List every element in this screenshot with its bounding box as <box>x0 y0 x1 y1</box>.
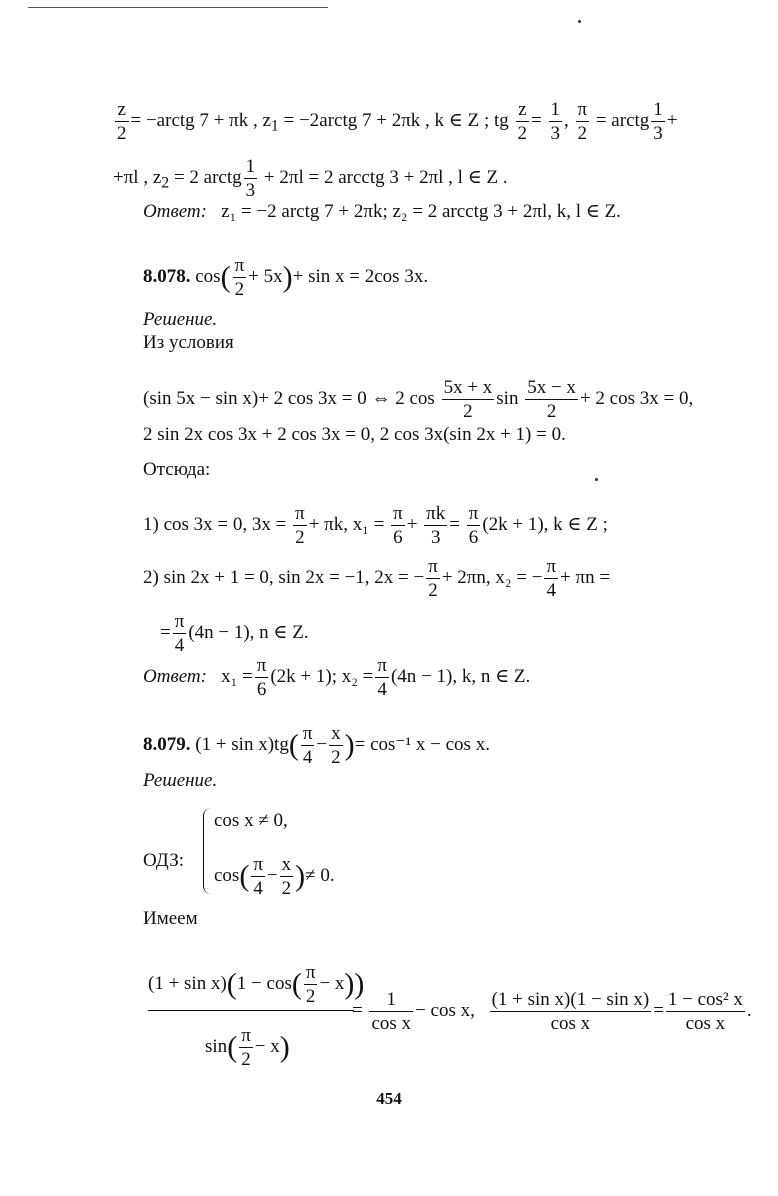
formula-text: 2) sin 2x + 1 = 0, sin 2x = −1, 2x = − <box>143 566 425 588</box>
answer-line-2 <box>143 656 530 699</box>
formula-line-1: $\frac{z}{2}$ = −arctg 7 + πk , $z_1$ = −2arctg 7 + 2πk , k ∈ Z ; tg $\frac{z}{2}$ = $\frac{1}{3}$ , $\frac{\pi}{2}$ = arctg $\frac{1}{3}$ + <box>117 99 678 144</box>
scan-speck <box>595 478 598 481</box>
condition-text: Из условия <box>143 332 234 353</box>
problem-8-078: 8.078. cos( $\frac{\pi}{2}$ + 5x)+ sin x = 2cos 3x. <box>143 255 429 300</box>
formula-text: = −2arctg 7 + 2πk , k ∈ Z ; tg <box>278 109 509 131</box>
formula-text: + πk, x₁ = <box>308 513 385 535</box>
formula-text: 1) cos 3x = 0, 3x = <box>143 513 287 535</box>
fraction: $\frac{1}{3}$ <box>550 99 560 144</box>
big-denominator: sin( $\frac{\pi}{2}$ − x) <box>205 1025 290 1070</box>
answer-line-1 <box>143 201 621 223</box>
fraction: $\frac{\pi}{6}$ <box>468 503 479 548</box>
fraction: $\frac{\pi}{2}$ <box>295 503 305 548</box>
fraction: $\frac{\pi}{4}$ <box>253 854 263 899</box>
fraction: $\frac{z}{2}$ <box>117 99 127 144</box>
fraction-bar <box>148 1010 354 1011</box>
answer-label: Ответ: <box>143 201 207 222</box>
we-have-text: Имеем <box>143 908 198 929</box>
formula-text: +πl , z <box>113 166 162 188</box>
formula-text: x₁ = <box>221 665 253 687</box>
fraction: $\frac{\pi}{2}$ <box>305 962 316 1007</box>
fraction: $\frac{\pi}{2}$ <box>241 1025 251 1070</box>
fraction: $\frac{1}{3}$ <box>653 99 663 144</box>
big-rhs <box>352 990 752 1033</box>
odz-condition-1: cos x ≠ 0, <box>214 810 288 831</box>
formula-text: (2k + 1); x₂ = <box>270 665 374 687</box>
formula-text: 1 − cos <box>236 972 292 994</box>
fraction: $\frac{x}{2}$ <box>331 723 341 768</box>
formula-text: cos <box>195 265 221 287</box>
page-number: 454 <box>376 1089 402 1108</box>
problem-number: 8.079. <box>143 733 191 755</box>
formula-text: = arctg <box>591 109 650 131</box>
fraction: $\frac{\pi}{2}$ <box>577 99 588 144</box>
equation-line-1 <box>143 378 693 421</box>
solution-label-1: Решение. <box>143 309 218 330</box>
solution-label-2: Решение. <box>143 770 218 791</box>
odz-condition-2: cos( $\frac{\pi}{4}$ − $\frac{x}{2}$ )≠ 0. <box>214 854 335 899</box>
fraction: $\frac{\pi}{4}$ <box>174 611 185 656</box>
formula-text: (4n − 1), n ∈ Z. <box>188 621 309 643</box>
formula-text: (2k + 1), k ∈ Z ; <box>482 513 608 535</box>
formula-text: cos <box>214 864 240 886</box>
formula-text: = <box>653 999 664 1021</box>
formula-text: + sin x = 2cos 3x. <box>292 265 429 287</box>
fraction: $\frac{z}{2}$ <box>517 99 528 144</box>
fraction: $\frac{1}{3}$ <box>245 156 256 201</box>
equation-line-2: 2 sin 2x cos 3x + 2 cos 3x = 0, 2 cos 3x(sin 2x + 1) = 0. <box>143 424 566 445</box>
formula-text: (sin 5x − sin x)+ 2 cos 3x = 0 ⇔ 2 cos <box>143 387 435 409</box>
answer-text: z₁ = −2 arctg 7 + 2πk; z₂ = 2 arcctg 3 + 2πl, k, l ∈ Z. <box>221 201 621 222</box>
problem-number: 8.078. <box>143 265 191 287</box>
hence-text: Отсюда: <box>143 459 211 480</box>
formula-text: + 2πn, x₂ = − <box>441 566 543 588</box>
answer-label: Ответ: <box>143 665 207 687</box>
odz-label: ОДЗ: <box>143 850 185 871</box>
case-2-continued <box>160 612 309 655</box>
formula-text: − cos x, <box>415 999 475 1021</box>
formula-text: + 2πl = 2 arcctg 3 + 2πl , l ∈ Z . <box>259 166 508 188</box>
fraction: $\frac{\pi k}{3}$ <box>426 503 446 548</box>
formula-text: ≠ 0. <box>305 864 335 886</box>
fraction: $\frac{\pi}{4}$ <box>302 723 313 768</box>
formula-line-2: +πl , $z_2 = 2$ arctg $\frac{1}{3}$ + 2πl = 2 arcctg 3 + 2πl , l ∈ Z . <box>113 156 508 201</box>
fraction: $\frac{\pi}{2}$ <box>428 556 438 601</box>
fraction: $\frac{1}{\text{cos x}}$ <box>371 989 412 1034</box>
formula-text: (1 + sin x)tg <box>195 733 289 755</box>
case-2 <box>143 557 610 600</box>
formula-text: = <box>160 621 171 643</box>
fraction: $\frac{\text{1 − cos² x}}{\text{cos x}}$ <box>667 989 743 1034</box>
fraction: $\frac{5x - x}{2}$ <box>527 377 576 422</box>
formula-text: = 2 arctg <box>169 166 242 188</box>
fraction: $\frac{5x + x}{2}$ <box>443 377 493 422</box>
formula-text: + 2 cos 3x = 0, <box>579 387 694 409</box>
formula-text: + πn = <box>560 566 611 588</box>
formula-text: (4n − 1), k, n ∈ Z. <box>390 665 531 687</box>
problem-8-079: 8.079. (1 + sin x)tg( $\frac{\pi}{4}$ − $\frac{x}{2}$ )= cos⁻¹ x − cos x. <box>143 723 490 768</box>
big-numerator: (1 + sin x)(1 − cos( $\frac{\pi}{2}$ − x)) <box>148 962 365 1007</box>
fraction: $\frac{\pi}{6}$ <box>256 655 267 700</box>
fraction: $\frac{\pi}{6}$ <box>393 503 403 548</box>
formula-text: (1 + sin x) <box>148 972 227 994</box>
formula-text: sin <box>205 1035 228 1057</box>
fraction: $\frac{\pi}{4}$ <box>546 556 557 601</box>
fraction: $\frac{\pi}{2}$ <box>234 255 245 300</box>
top-rule <box>28 7 328 8</box>
formula-text: = −arctg 7 + πk , z <box>130 109 271 131</box>
fraction: $\frac{\pi}{4}$ <box>377 655 387 700</box>
formula-text: + 5x <box>248 265 283 287</box>
formula-text: = cos⁻¹ x − cos x. <box>354 733 490 755</box>
formula-text: = <box>352 999 363 1021</box>
fraction: $\frac{\text{(1 + sin x)(1 − sin x)}}{\text{cos x}}$ <box>491 989 650 1034</box>
formula-text: . <box>746 999 752 1021</box>
formula-text: sin <box>496 387 519 409</box>
fraction: $\frac{x}{2}$ <box>281 854 292 899</box>
system-brace <box>203 808 214 894</box>
scan-speck <box>578 20 581 23</box>
case-1: 1) cos 3x = 0, 3x = $\frac{\pi}{2}$ + πk, x₁ = $\frac{\pi}{6}$ + $\frac{\pi k}{3}$ = $\frac{\pi}{6}$ (2k + 1), k ∈ Z ; <box>143 503 608 548</box>
